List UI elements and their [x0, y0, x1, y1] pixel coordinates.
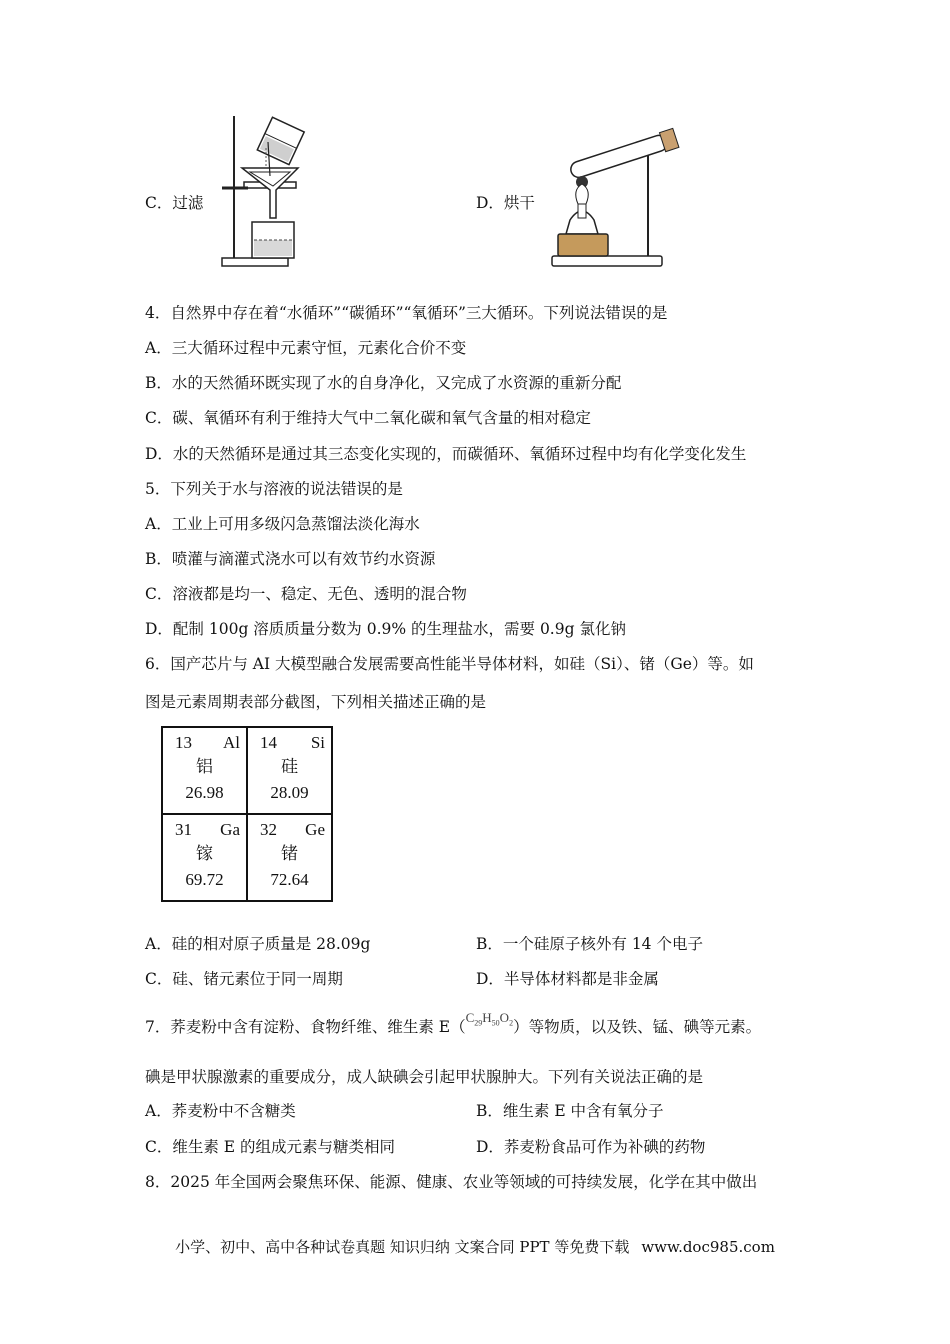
question-4-stem: 4．自然界中存在着“水循环”“碳循环”“氧循环”三大循环。下列说法错误的是 [145, 304, 668, 322]
periodic-table-excerpt [161, 726, 333, 902]
drying-apparatus-figure [548, 122, 688, 270]
footer-link[interactable]: www.doc985.com [641, 1238, 775, 1256]
element-cell-ge [247, 814, 332, 901]
vitamin-e-formula: C29H50O2 [465, 1010, 514, 1028]
element-symbol: Ga [220, 820, 240, 839]
element-name: 铝 [196, 757, 213, 777]
page-footer [0, 1236, 950, 1257]
question-4-option-b: B．水的天然循环既实现了水的自身净化，又完成了水资源的重新分配 [145, 374, 622, 392]
question-7-option-a: A．荞麦粉中不含糖类 [145, 1102, 296, 1120]
atomic-number: 31 [175, 820, 192, 839]
question-6-stem-line1: 6．国产芯片与 AI 大模型融合发展需要高性能半导体材料，如硅（Si）、锗（Ge）等。如 [145, 655, 754, 673]
question-4-option-c: C．碳、氧循环有利于维持大气中二氧化碳和氧气含量的相对稳定 [145, 409, 591, 427]
question-7-stem-line1 [145, 1010, 762, 1045]
element-name: 硅 [281, 757, 298, 777]
question-5-option-c: C．溶液都是均一、稳定、无色、透明的混合物 [145, 585, 467, 603]
question-5-option-d: D．配制 100g 溶质质量分数为 0.9% 的生理盐水，需要 0.9g 氯化钠 [145, 620, 626, 638]
filtration-apparatus-figure [218, 112, 308, 270]
atomic-mass: 72.64 [270, 870, 309, 889]
element-cell-si [247, 727, 332, 814]
option-d-label: D．烘干 [476, 194, 535, 212]
element-cell-al [162, 727, 247, 814]
question-7-stem-after: ）等物质，以及铁、锰、碘等元素。 [513, 1018, 762, 1036]
question-5-option-a: A．工业上可用多级闪急蒸馏法淡化海水 [145, 515, 420, 533]
question-6-option-b: B．一个硅原子核外有 14 个电子 [476, 935, 703, 953]
question-5-stem: 5．下列关于水与溶液的说法错误的是 [145, 480, 403, 498]
question-6-option-a: A．硅的相对原子质量是 28.09g [145, 935, 371, 953]
element-symbol: Ge [305, 820, 325, 839]
question-8-stem: 8．2025 年全国两会聚焦环保、能源、健康、农业等领域的可持续发展，化学在其中做出 [145, 1173, 758, 1191]
element-name: 锗 [281, 844, 298, 864]
element-cell-ga [162, 814, 247, 901]
question-7-option-b: B．维生素 E 中含有氧分子 [476, 1102, 664, 1120]
element-symbol: Si [310, 733, 325, 752]
question-7-stem-before: 7．荞麦粉中含有淀粉、食物纤维、维生素 E（ [145, 1018, 466, 1036]
question-4-option-a: A．三大循环过程中元素守恒，元素化合价不变 [145, 339, 467, 357]
element-symbol: Al [223, 733, 240, 752]
element-name: 镓 [196, 844, 213, 864]
question-4-option-d: D．水的天然循环是通过其三态变化实现的，而碳循环、氧循环过程中均有化学变化发生 [145, 445, 747, 463]
option-c-label: C．过滤 [145, 194, 204, 212]
question-6-stem-line2: 图是元素周期表部分截图，下列相关描述正确的是 [145, 693, 487, 711]
atomic-mass: 28.09 [270, 783, 309, 802]
atomic-number: 14 [260, 733, 277, 752]
atomic-number: 13 [175, 733, 192, 752]
question-6-option-d: D．半导体材料都是非金属 [476, 970, 659, 988]
question-7-stem-line2: 碘是甲状腺激素的重要成分，成人缺碘会引起甲状腺肿大。下列有关说法正确的是 [145, 1068, 704, 1086]
question-5-option-b: B．喷灌与滴灌式浇水可以有效节约水资源 [145, 550, 436, 568]
footer-text: 小学、初中、高中各种试卷真题 知识归纳 文案合同 PPT 等免费下载 [175, 1238, 630, 1256]
question-6-option-c: C．硅、锗元素位于同一周期 [145, 970, 343, 988]
atomic-mass: 69.72 [185, 870, 224, 889]
question-7-option-d: D．荞麦粉食品可作为补碘的药物 [476, 1138, 706, 1156]
question-7-option-c: C．维生素 E 的组成元素与糖类相同 [145, 1138, 396, 1156]
atomic-number: 32 [260, 820, 277, 839]
atomic-mass: 26.98 [185, 783, 224, 802]
